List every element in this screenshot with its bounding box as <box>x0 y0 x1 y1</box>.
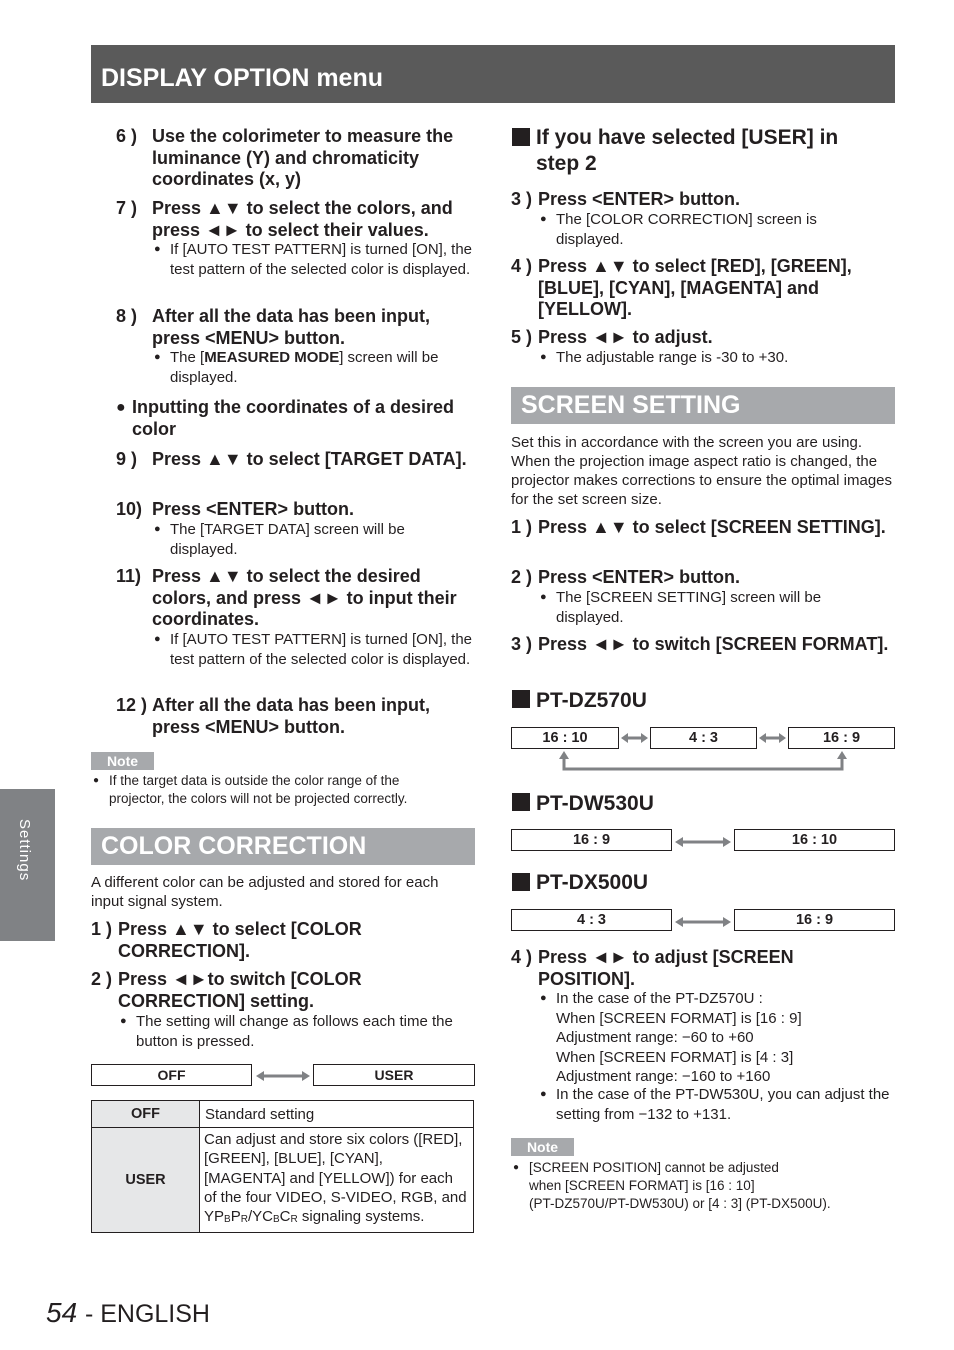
heading-square-icon <box>512 690 530 708</box>
table-cell-off-desc: Standard setting <box>200 1101 474 1128</box>
user-section-title: If you have selected [USER] in step 2 <box>536 126 839 175</box>
bullet-dot: ● <box>154 633 161 645</box>
note-label: Note <box>91 752 154 770</box>
page-footer <box>46 1297 210 1329</box>
format-box-16-9: 16 : 9 <box>788 727 895 749</box>
bullet-dot: ● <box>116 399 126 416</box>
flow-user-box: USER <box>313 1064 475 1086</box>
format-box-4-3: 4 : 3 <box>650 727 757 749</box>
screen-setting-intro: Set this in accordance with the screen you are using. When the projection image aspect ratio is changed, the projector makes corrections to ensure the optimal images for the set screen size. <box>511 434 893 508</box>
screen-setting-title: SCREEN SETTING <box>521 391 741 419</box>
menu-header-bar <box>91 45 895 103</box>
format-box-16-9: 16 : 9 <box>511 829 672 851</box>
bullet-dot: ● <box>154 351 161 363</box>
table-cell-off-label: OFF <box>92 1101 200 1128</box>
page-number: 54 <box>46 1297 78 1328</box>
color-correction-title: COLOR CORRECTION <box>101 832 367 860</box>
heading-square-icon <box>512 873 530 891</box>
bidirectional-arrow-icon <box>620 731 649 745</box>
bullet-dot: ● <box>120 1015 127 1027</box>
bullet-dot: ● <box>93 775 100 786</box>
bullet-dot: ● <box>540 351 547 363</box>
pt-dx500u-heading: PT-DX500U <box>536 871 649 894</box>
bidirectional-arrow-icon <box>674 914 732 930</box>
loop-return-arrow-icon <box>555 750 851 774</box>
table-cell-user-desc: Can adjust and store six colors ([RED], [GREEN], [BLUE], [CYAN], [MAGENTA] and [YELLOW]) for each of the four VIDEO, S-VIDEO, RGB, and $YP_BP_R/YC_BC_R$ signaling systems. <box>200 1128 474 1233</box>
heading-square-icon <box>512 128 530 146</box>
footer-language: - ENGLISH <box>84 1300 210 1328</box>
color-correction-section-bar <box>91 828 475 865</box>
table-cell-user-label: USER <box>92 1128 200 1233</box>
format-box-16-10: 16 : 10 <box>511 727 619 749</box>
bidirectional-arrow-icon <box>255 1068 311 1084</box>
color-correction-table <box>91 1100 474 1233</box>
table-row <box>92 1128 474 1233</box>
pt-dw530u-heading: PT-DW530U <box>536 792 654 815</box>
bullet-dot: ● <box>540 992 547 1004</box>
note-label: Note <box>511 1138 574 1156</box>
side-tab-label: Settings <box>16 819 33 882</box>
format-box-16-9: 16 : 9 <box>734 909 895 931</box>
bullet-dot: ● <box>154 243 161 255</box>
bullet-dot: ● <box>540 1088 547 1100</box>
bidirectional-arrow-icon <box>674 834 732 850</box>
screen-setting-section-bar <box>511 387 895 424</box>
flow-off-box: OFF <box>91 1064 252 1086</box>
color-correction-intro: A different color can be adjusted and stored for each input signal system. <box>91 874 439 910</box>
side-tab-settings[interactable] <box>0 789 55 941</box>
menu-header-title: DISPLAY OPTION menu <box>101 64 384 92</box>
bidirectional-arrow-icon <box>758 731 787 745</box>
pt-dz570u-heading: PT-DZ570U <box>536 689 647 712</box>
heading-square-icon <box>512 793 530 811</box>
table-row <box>92 1101 474 1128</box>
bullet-dot: ● <box>513 1162 520 1173</box>
format-box-4-3: 4 : 3 <box>511 909 672 931</box>
bullet-dot: ● <box>540 591 547 603</box>
format-box-16-10: 16 : 10 <box>734 829 895 851</box>
bullet-dot: ● <box>154 523 161 535</box>
bullet-dot: ● <box>540 213 547 225</box>
